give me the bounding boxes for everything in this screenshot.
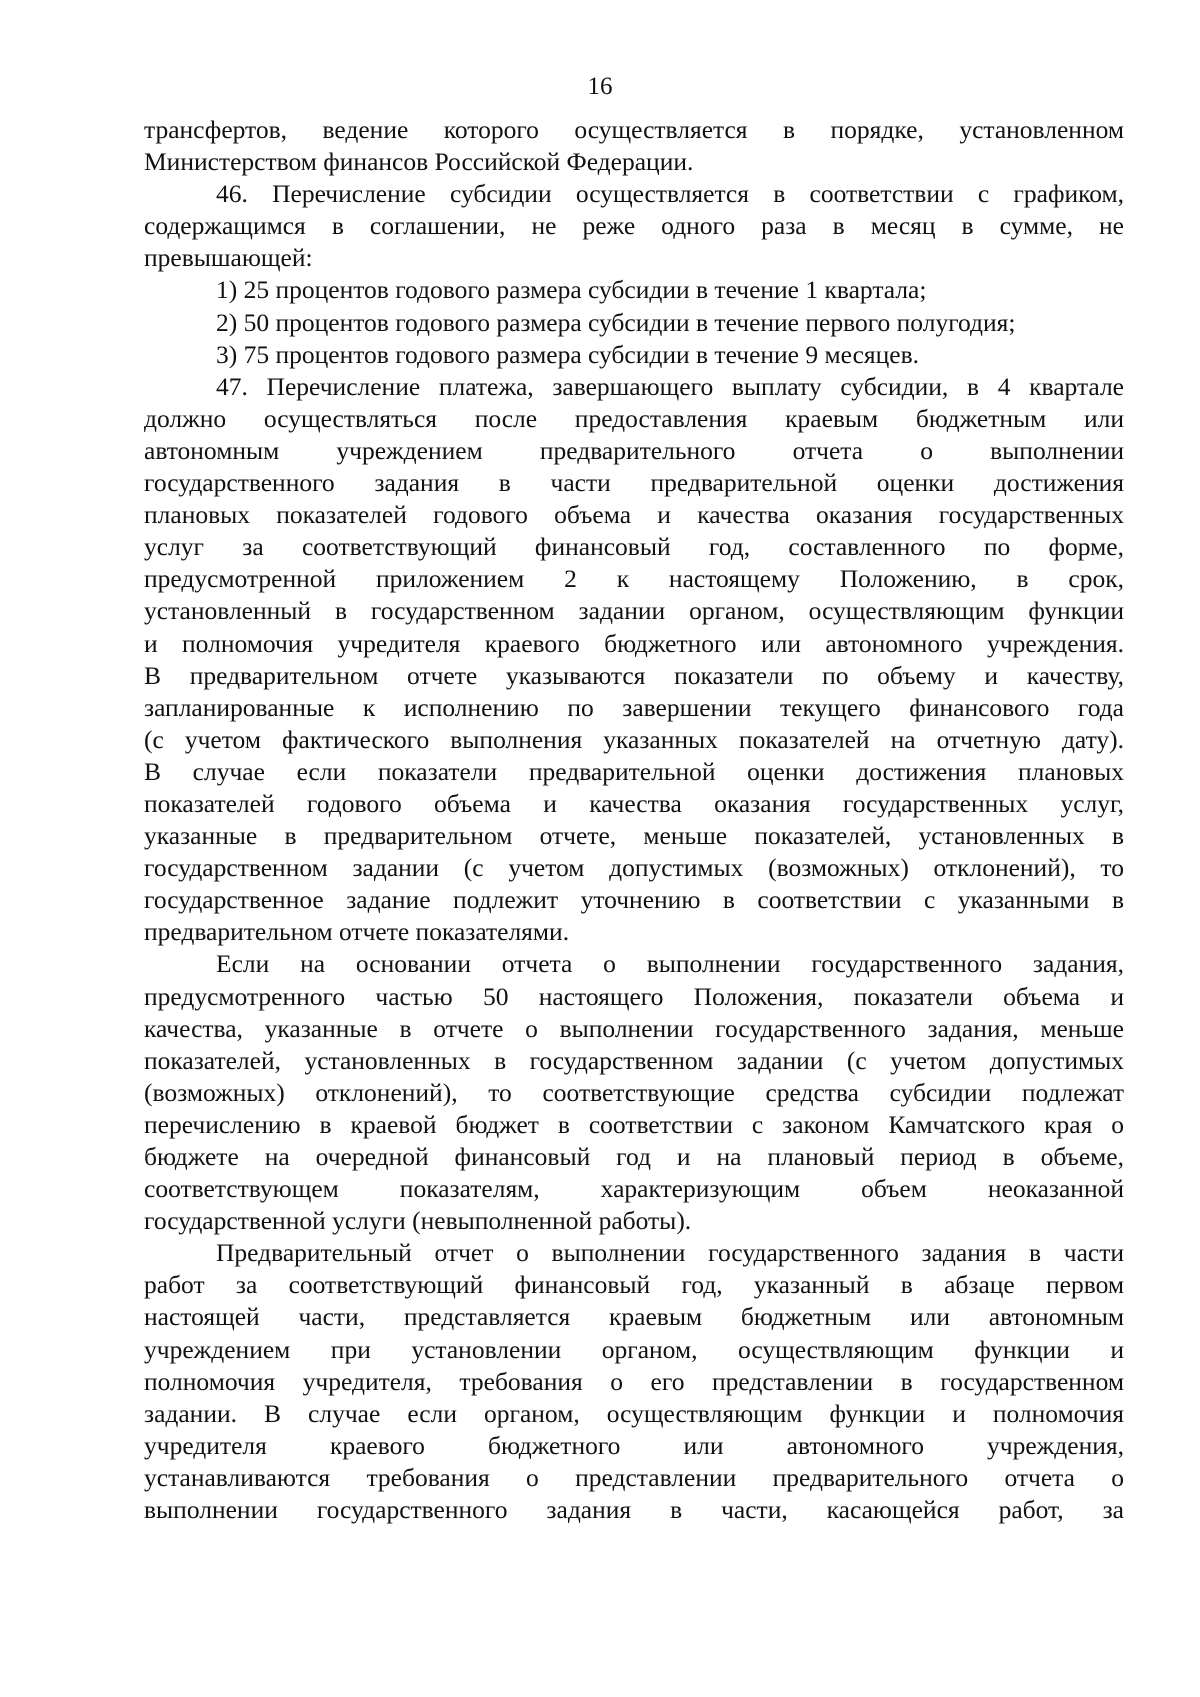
paragraph-p46 [144,178,1124,274]
text-line: учреждением при установлении органом, осуществляющим функции и [144,1334,1124,1364]
text-line: автономным учреждением предварительного отчета о выполнении [144,435,1124,465]
text-line: предусмотренного частью 50 настоящего Положения, показатели объема и [144,981,1124,1011]
text-line: трансфертов, ведение которого осуществляется в порядке, установленном [144,115,1124,144]
text-line: учредителя краевого бюджетного или автономного учреждения, [144,1430,1124,1460]
text-line: (возможных) отклонений), то соответствующие средства субсидии подлежат [144,1077,1124,1107]
text-line: Если на основании отчета о выполнении государственного задания, [216,949,1124,979]
text-line: государственного задания в части предварительной оценки достижения [144,468,1124,498]
text-line: содержащимся в соглашении, не реже одного раза в месяц в сумме, не [144,211,1124,241]
text-line: Предварительный отчет о выполнении государственного задания в части [216,1238,1124,1268]
text-line: Министерством финансов Российской Федерации. [144,147,694,177]
paragraph-p-if [144,948,1124,1237]
paragraph-item1 [144,274,1124,306]
text-line: плановых показателей годового объема и качества оказания государственных [144,500,1124,530]
text-line: 2) 50 процентов годового размера субсидии в течение первого полугодия; [216,307,1016,337]
text-line: превышающей: [144,243,313,273]
text-line: устанавливаются требования о представлении предварительного отчета о [144,1462,1124,1492]
text-line: задании. В случае если органом, осуществляющим функции и полномочия [144,1398,1124,1428]
text-line: показателей, установленных в государственном задании (с учетом допустимых [144,1045,1124,1075]
text-line: государственной услуги (невыполненной работы). [144,1206,692,1236]
text-line: соответствующем показателям, характеризующим объем неоказанной [144,1174,1124,1204]
paragraph-p-prelim [144,1237,1124,1526]
text-line: бюджете на очередной финансовый год и на плановый период в объеме, [144,1142,1124,1171]
paragraph-item2 [144,307,1124,339]
text-line: перечислению в краевой бюджет в соответствии с законом Камчатского края о [144,1109,1124,1139]
text-line: (с учетом фактического выполнения указанных показателей на отчетную дату). [144,724,1124,754]
text-line: полномочия учредителя, требования о его представлении в государственном [144,1366,1124,1396]
text-line: работ за соответствующий финансовый год, указанный в абзаце первом [144,1270,1124,1300]
text-line: установленный в государственном задании органом, осуществляющим функции [144,596,1124,626]
text-line: государственном задании (с учетом допустимых (возможных) отклонений), то [144,853,1124,883]
text-line: настоящей части, представляется краевым бюджетным или автономным [144,1302,1124,1332]
text-line: качества, указанные в отчете о выполнении государственного задания, меньше [144,1013,1124,1043]
text-line: предусмотренной приложением 2 к настоящему Положению, в срок, [144,564,1124,594]
text-line: должно осуществляться после предоставления краевым бюджетным или [144,403,1124,433]
text-line: 1) 25 процентов годового размера субсидии в течение 1 квартала; [216,275,927,305]
text-line: выполнении государственного задания в части, касающейся работ, за [144,1495,1124,1525]
text-line: 47. Перечисление платежа, завершающего выплату субсидии, в 4 квартале [216,371,1124,401]
text-line: услуг за соответствующий финансовый год, составленного по форме, [144,532,1124,562]
text-line: 3) 75 процентов годового размера субсидии в течение 9 месяцев. [216,339,920,369]
text-line: В случае если показатели предварительной оценки достижения плановых [144,756,1124,786]
text-line: показателей годового объема и качества оказания государственных услуг, [144,788,1124,818]
document-body [144,114,1124,1526]
text-line: предварительном отчете показателями. [144,917,570,947]
text-line: 46. Перечисление субсидии осуществляется в соответствии с графиком, [216,179,1124,209]
text-line: государственное задание подлежит уточнению в соответствии с указанными в [144,885,1124,915]
text-line: В предварительном отчете указываются показатели по объему и качеству, [144,660,1124,690]
paragraph-item3 [144,339,1124,371]
page-number: 16 [587,73,613,100]
paragraph-cont [144,114,1124,178]
text-line: запланированные к исполнению по завершении текущего финансового года [144,692,1124,722]
text-line: указанные в предварительном отчете, меньше показателей, установленных в [144,821,1124,851]
text-line: и полномочия учредителя краевого бюджетного или автономного учреждения. [144,628,1124,658]
paragraph-p47 [144,371,1124,949]
